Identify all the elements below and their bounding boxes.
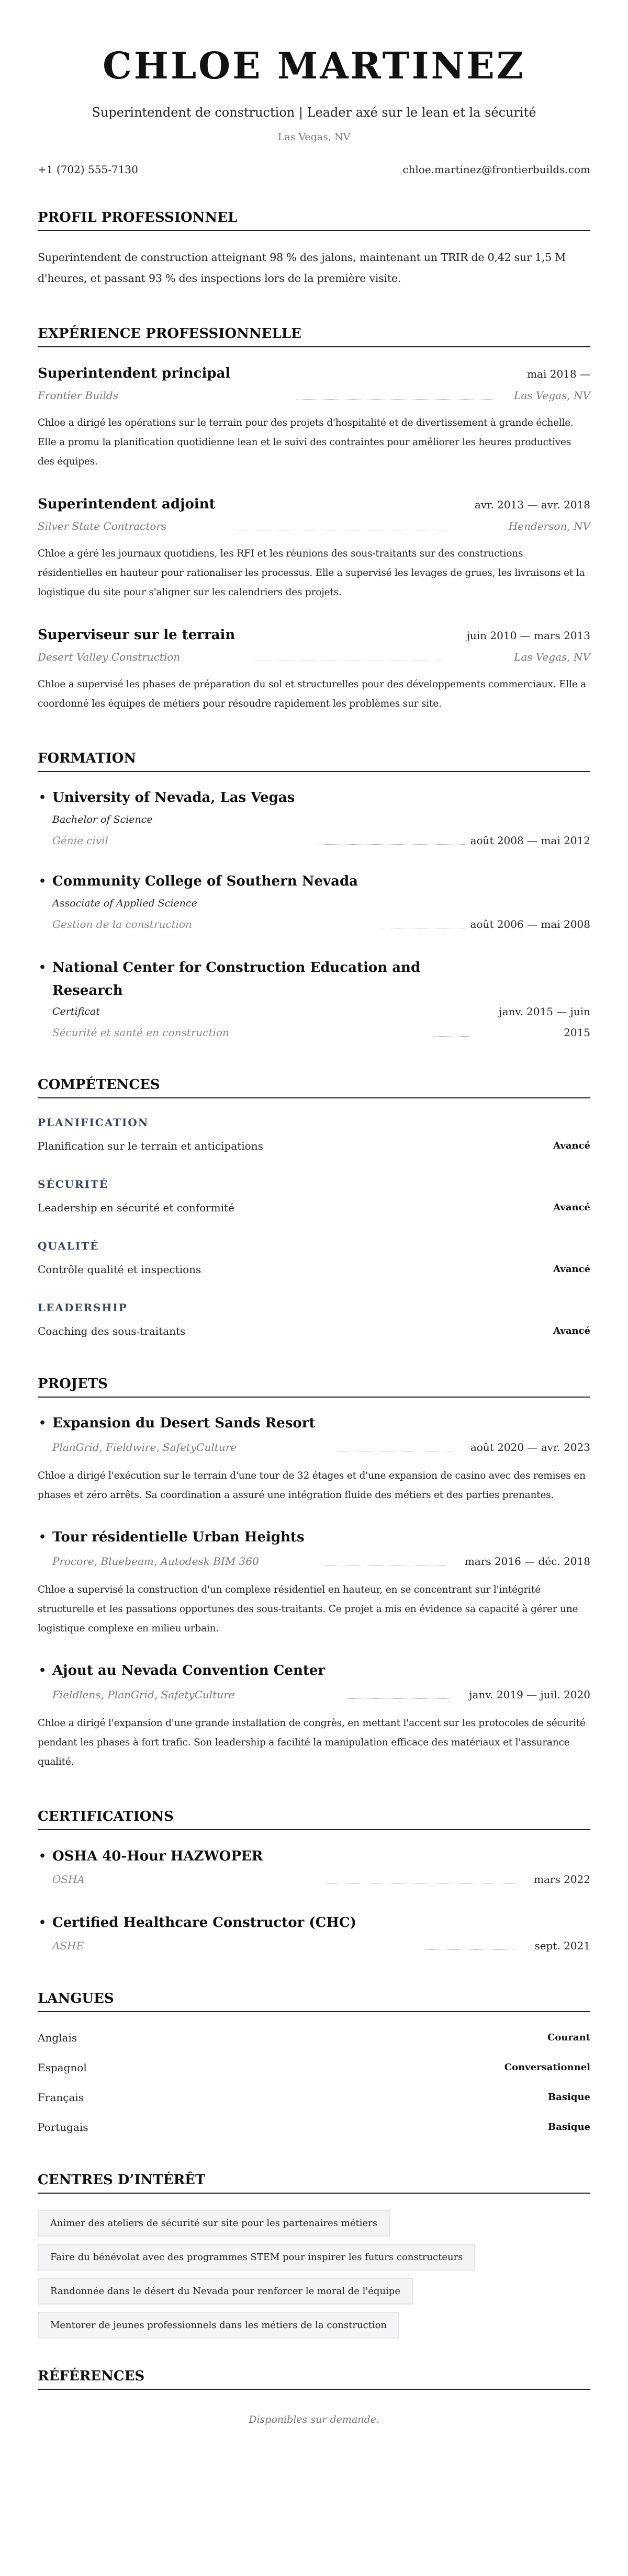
interest-tag: Faire du bénévolat avec des programmes STEM pour inspirer les futurs constructeurs xyxy=(38,2244,475,2271)
education-entry xyxy=(38,956,590,1040)
language-row xyxy=(38,2090,590,2105)
certification-issuer: ASHE xyxy=(52,1939,84,1952)
skill-level: Avancé xyxy=(553,1325,590,1336)
project-tools: Fieldlens, PlanGrid, SafetyCulture xyxy=(52,1688,235,1701)
section-heading: CENTRES D’INTÉRÊT xyxy=(38,2172,590,2194)
certification-entry xyxy=(38,1847,590,1887)
references-section xyxy=(38,2368,590,2427)
school-name: University of Nevada, Las Vegas xyxy=(52,790,295,805)
project-name: Tour résidentielle Urban Heights xyxy=(52,1529,305,1545)
project-tools: Procore, Bluebeam, Autodesk BIM 360 xyxy=(52,1555,259,1568)
degree: Certificat xyxy=(52,1006,100,1017)
field-of-study: Génie civil xyxy=(52,834,108,847)
certification-entry xyxy=(38,1914,590,1954)
skill-category: LEADERSHIP xyxy=(38,1301,128,1314)
section-heading: RÉFÉRENCES xyxy=(38,2368,590,2390)
language-row xyxy=(38,2030,590,2046)
project-name: Ajout au Nevada Convention Center xyxy=(52,1663,326,1678)
skill-row xyxy=(38,1323,590,1339)
interest-tag: Randonnée dans le désert du Nevada pour renforcer le moral de l'équipe xyxy=(38,2278,413,2305)
skill-name: Leadership en sécurité et conformité xyxy=(38,1201,234,1214)
bullet-icon: • xyxy=(39,875,47,888)
interest-tag: Mentorer de jeunes professionnels dans les métiers de la construction xyxy=(38,2312,399,2339)
language-level: Basique xyxy=(548,2092,590,2103)
job-location: Henderson, NV xyxy=(508,520,590,532)
project-entry xyxy=(38,1528,590,1638)
skill-row xyxy=(38,1262,590,1277)
job-location: Las Vegas, NV xyxy=(514,651,590,663)
language-name: Espagnol xyxy=(38,2061,87,2074)
candidate-name: CHLOE MARTINEZ xyxy=(103,44,525,87)
job-description: Chloe a dirigé les opérations sur le terrain pour des projets d'hospitalité et de divertissement à grande échelle. Elle a promu la planification quotidienne lean et le suivi des contraintes pour améliorer les heures productives des équipes. xyxy=(38,417,574,467)
school-name: Community College of Southern Nevada xyxy=(52,873,358,889)
section-heading: LANGUES xyxy=(38,1990,590,2012)
profile-summary: Superintendent de construction atteignant 98 % des jalons, maintenant un TRIR de 0,42 sur 1,5 M d'heures, et passant 93 % des inspections lors de la première visite. xyxy=(38,251,566,285)
education-entry xyxy=(38,789,590,848)
job-title: Superintendent adjoint xyxy=(38,496,216,512)
job-entry xyxy=(38,365,590,471)
project-dates: janv. 2019 — juil. 2020 xyxy=(469,1688,590,1701)
certification-date: sept. 2021 xyxy=(534,1939,590,1952)
company: Frontier Builds xyxy=(38,389,118,402)
skill-row xyxy=(38,1200,590,1216)
section-heading: EXPÉRIENCE PROFESSIONNELLE xyxy=(38,325,590,347)
dotted-leader xyxy=(296,399,493,400)
education-dates: août 2006 — mai 2008 xyxy=(470,918,590,930)
certification-date: mars 2022 xyxy=(534,1873,590,1886)
education-dates: janv. 2015 — juin 2015 xyxy=(499,1005,590,1039)
language-level: Conversationnel xyxy=(504,2062,590,2073)
skill-name: Planification sur le terrain et anticipations xyxy=(38,1140,263,1152)
dotted-leader xyxy=(318,844,465,845)
bullet-icon: • xyxy=(39,1416,47,1430)
job-entry xyxy=(38,626,590,713)
skill-category: QUALITÉ xyxy=(38,1240,99,1252)
section-heading: CERTIFICATIONS xyxy=(38,1808,590,1830)
education-dates: août 2008 — mai 2012 xyxy=(470,834,590,847)
certification-name: Certified Healthcare Constructor (CHC) xyxy=(52,1915,356,1931)
project-entry xyxy=(38,1662,590,1772)
job-dates: avr. 2013 — avr. 2018 xyxy=(474,498,590,511)
profile-section xyxy=(38,209,590,289)
field-of-study: Sécurité et santé en construction xyxy=(52,1026,229,1039)
job-description: Chloe a supervisé les phases de préparation du sol et structurelles pour des développements commerciaux. Elle a coordonné les équipes de métiers pour résoudre rapidement les problèmes sur site. xyxy=(38,679,587,709)
skill-level: Avancé xyxy=(553,1140,590,1151)
degree: Bachelor of Science xyxy=(52,814,153,825)
job-dates: mai 2018 — xyxy=(527,368,590,380)
section-heading: PROJETS xyxy=(38,1376,590,1398)
headline: Superintendent de construction | Leader axé sur le lean et la sécurité xyxy=(92,105,536,120)
section-heading: PROFIL PROFESSIONNEL xyxy=(38,209,590,231)
job-entry xyxy=(38,495,590,602)
interest-tag: Animer des ateliers de sécurité sur site pour les partenaires métiers xyxy=(38,2210,390,2237)
skill-level: Avancé xyxy=(553,1264,590,1275)
company: Desert Valley Construction xyxy=(38,651,181,663)
project-description: Chloe a dirigé l'exécution sur le terrain d'une tour de 32 étages et d'une expansion de casino avec des remises en phases et zéro arrêts. Sa coordination a assuré une intégration fluide des métiers et des parties prenantes. xyxy=(38,1470,586,1501)
project-description: Chloe a supervisé la construction d'un complexe résidentiel en hauteur, en se concentrant sur l'intégrité structurelle et les passations opportunes des sous-traitants. Ce projet a mis en évidence sa capacité à gérer une logistique complexe en milieu urbain. xyxy=(38,1584,578,1634)
job-description: Chloe a géré les journaux quotidiens, les RFI et les réunions des sous-traitants sur des constructions résidentielles en hauteur pour rationaliser les processus. Elle a supervisé les levages de grues, les livraisons et la logistique du site pour s'aligner sur les calendriers des projets. xyxy=(38,548,585,598)
bullet-icon: • xyxy=(39,1530,47,1544)
company: Silver State Contractors xyxy=(38,520,167,532)
language-row xyxy=(38,2119,590,2135)
experience-section xyxy=(38,325,590,713)
project-tools: PlanGrid, Fieldwire, SafetyCulture xyxy=(52,1441,237,1454)
skill-category: PLANIFICATION xyxy=(38,1116,149,1129)
education-section xyxy=(38,750,590,1040)
project-dates: août 2020 — avr. 2023 xyxy=(470,1441,590,1454)
section-heading: FORMATION xyxy=(38,750,590,772)
job-location: Las Vegas, NV xyxy=(514,389,590,402)
bullet-icon: • xyxy=(39,961,47,974)
education-entry xyxy=(38,872,590,932)
skill-name: Coaching des sous-traitants xyxy=(38,1325,186,1337)
dotted-leader xyxy=(424,1949,515,1950)
bullet-icon: • xyxy=(39,1664,47,1677)
section-heading: COMPÉTENCES xyxy=(38,1076,590,1098)
project-entry xyxy=(38,1414,590,1505)
project-description: Chloe a dirigé l'expansion d'une grande installation de congrès, en mettant l'accent sur les protocoles de sécurité pendant les phases à fort trafic. Son leadership a facilité la manipulation efficace des matériaux et l'assurance qualité. xyxy=(38,1718,586,1767)
skill-row xyxy=(38,1138,590,1154)
language-level: Basique xyxy=(548,2121,590,2132)
language-name: Anglais xyxy=(38,2032,77,2044)
dotted-leader xyxy=(433,1036,470,1037)
skill-category: SÉCURITÉ xyxy=(38,1178,109,1190)
language-row xyxy=(38,2060,590,2075)
location: Las Vegas, NV xyxy=(277,131,351,143)
job-dates: juin 2010 — mars 2013 xyxy=(466,629,590,642)
job-title: Superviseur sur le terrain xyxy=(38,627,236,643)
skill-name: Contrôle qualité et inspections xyxy=(38,1263,201,1276)
resume-page xyxy=(0,45,628,2427)
interests-section xyxy=(38,2172,590,2339)
certification-name: OSHA 40-Hour HAZWOPER xyxy=(52,1848,263,1864)
language-level: Courant xyxy=(547,2032,590,2043)
skill-level: Avancé xyxy=(553,1202,590,1213)
field-of-study: Gestion de la construction xyxy=(52,918,192,930)
skills-section xyxy=(38,1076,590,1339)
contact-row xyxy=(38,162,590,177)
resume-header xyxy=(38,45,590,177)
dotted-leader xyxy=(345,1698,451,1699)
project-dates: mars 2016 — déc. 2018 xyxy=(464,1555,590,1568)
degree: Associate of Applied Science xyxy=(52,898,197,909)
bullet-icon: • xyxy=(39,1916,47,1930)
references-note: Disponibles sur demande. xyxy=(249,2414,379,2425)
project-name: Expansion du Desert Sands Resort xyxy=(52,1415,316,1431)
bullet-icon: • xyxy=(39,791,47,804)
language-name: Portugais xyxy=(38,2121,88,2134)
school-name: National Center for Construction Education and Research xyxy=(52,960,421,998)
job-title: Superintendent principal xyxy=(38,366,231,381)
language-name: Français xyxy=(38,2091,84,2104)
certification-issuer: OSHA xyxy=(52,1873,85,1886)
interest-tags xyxy=(38,2210,590,2339)
email-link[interactable]: chloe.martinez@frontierbuilds.com xyxy=(402,163,590,176)
certifications-section xyxy=(38,1808,590,1954)
languages-section xyxy=(38,1990,590,2135)
projects-section xyxy=(38,1376,590,1772)
bullet-icon: • xyxy=(39,1849,47,1863)
phone: +1 (702) 555-7130 xyxy=(38,163,138,176)
